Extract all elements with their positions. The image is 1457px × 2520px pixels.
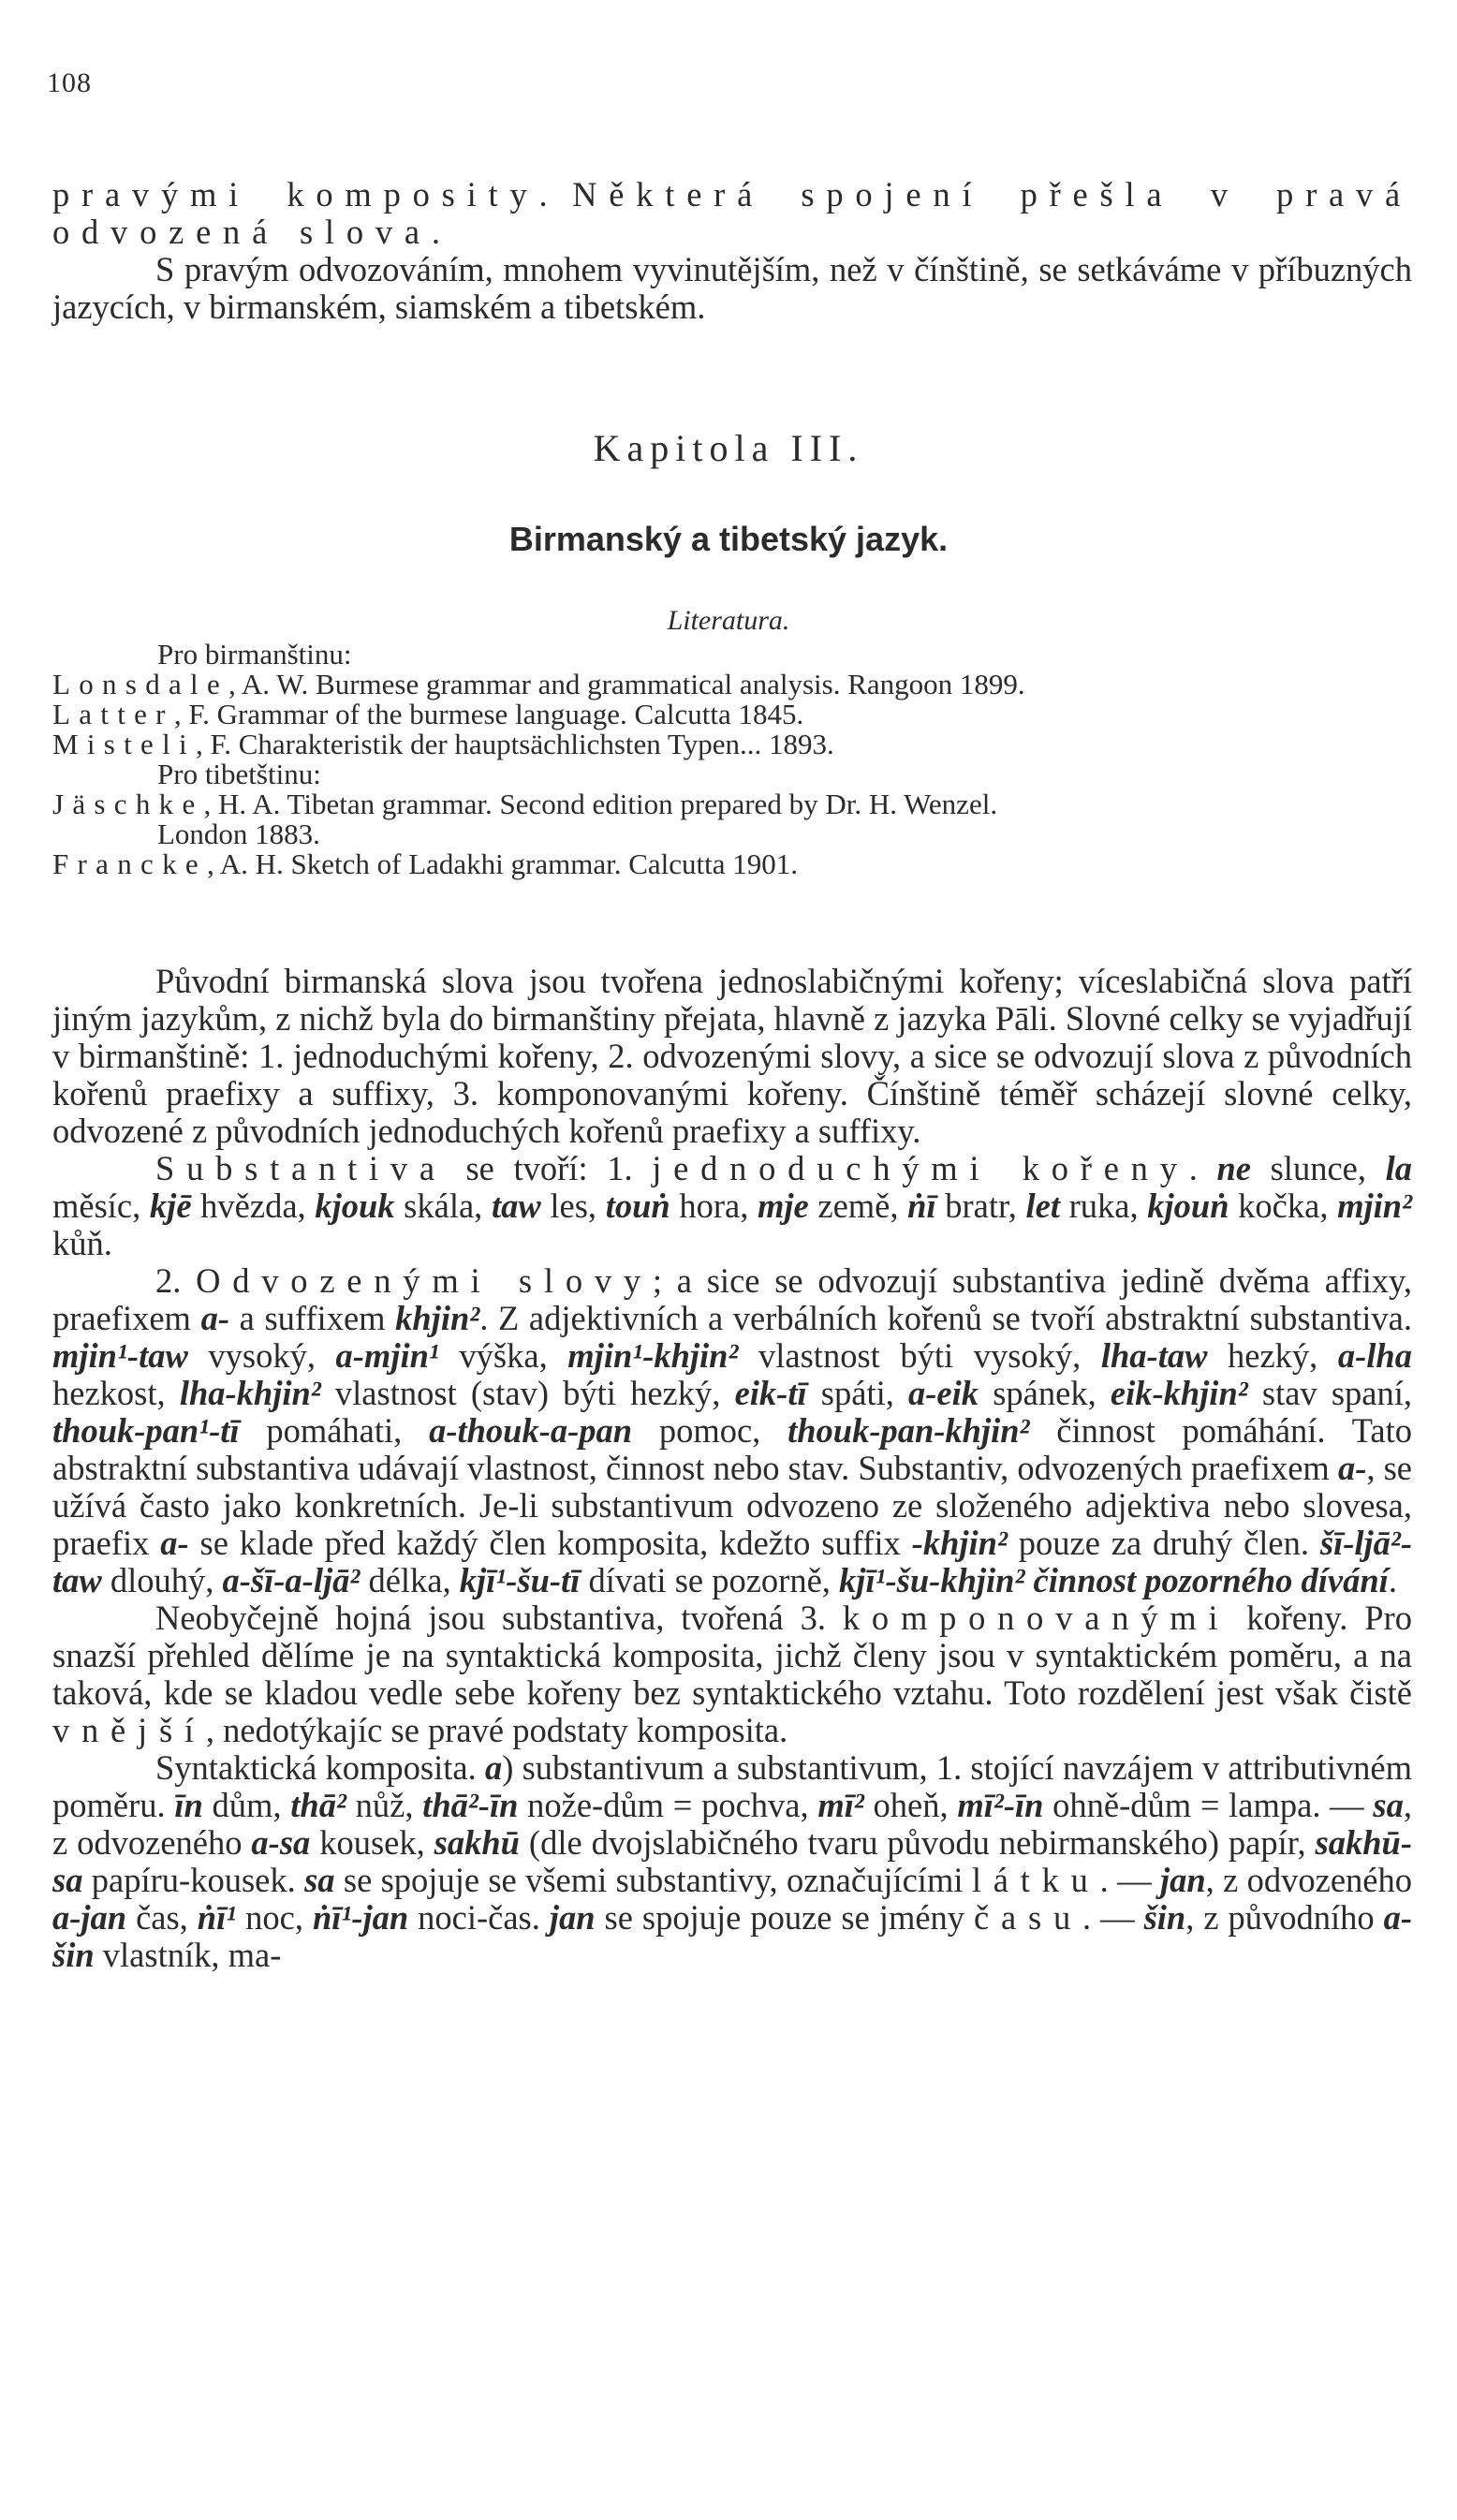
lit-entry [52, 789, 1412, 819]
term: lha-taw [1100, 1336, 1208, 1375]
spaced-text: vnější [52, 1711, 206, 1749]
term: let [1025, 1186, 1060, 1225]
text-run: . [1188, 1149, 1217, 1187]
gloss: ruka, [1059, 1186, 1148, 1225]
term: jan [549, 1898, 596, 1937]
gloss: se spojuje pouze se jmény [595, 1898, 975, 1937]
paragraph-4 [52, 1599, 1412, 1749]
term: jan [1159, 1861, 1206, 1899]
gloss: délka, [360, 1561, 460, 1599]
term: sakhū-sa [52, 1823, 1412, 1899]
gloss: skála, [394, 1186, 492, 1225]
term: mjin¹-taw [52, 1336, 188, 1375]
gloss: nože-dům = pochva, [518, 1786, 818, 1824]
lit-entry [52, 849, 1412, 879]
text-run: ; a sice se odvozují substantiva jedině dvěma affixy, praefixem [52, 1261, 1412, 1337]
text-run: a suffixem [228, 1299, 396, 1337]
lit-author: Latter [52, 698, 174, 730]
gloss: se spojuje se všemi substantivy, označujícími [334, 1861, 972, 1899]
gloss: stav spaní, [1247, 1374, 1413, 1412]
text-run: Neobyčejně hojná jsou substantiva, tvořená 3. [155, 1599, 843, 1637]
term: šī-ljā²-taw [52, 1524, 1413, 1599]
spaced-text: Substantiva [155, 1149, 447, 1187]
term: ṅī [907, 1186, 936, 1225]
spaced-text: pravými komposity [52, 175, 539, 214]
gloss: , z původního [1185, 1898, 1384, 1937]
text-run: kořeny. Pro snazší přehled dělíme je na syntaktická komposita, jichž členy jsou v syntaktickém poměru, a na taková, kde se kladou vedle sebe kořeny bez syntaktického vztahu. Toto rozdělení jest však čistě [52, 1599, 1412, 1712]
literature-heading: Literatura. [667, 605, 790, 636]
lit-author: Jäschke [52, 788, 204, 820]
gloss: hvězda, [191, 1186, 316, 1225]
lit-entry [52, 670, 1412, 700]
term: činnost pozorného dívání [1033, 1561, 1389, 1599]
term: a-jan [52, 1898, 127, 1937]
paragraph-1: Původní birmanská slova jsou tvořena jednoslabičnými kořeny; víceslabičná slova patří jiným jazykům, z nichž byla do birmanštiny přejata, hlavně z jazyka Pāli. Slovné celky se vyjadřují v birmanštině: 1. jednoduchými kořeny, 2. odvozenými slovy, a sice se odvozují slova z původních kořenů praefixy a suffixy, 3. komponovanými kořeny. Čínštině téměř scházejí slovné celky, odvozené z původních jednoduchých kořenů praefixy a suffixy. [52, 962, 1412, 1150]
spaced-text: jednoduchými kořeny [652, 1149, 1189, 1187]
term: a-lha [1337, 1336, 1412, 1375]
term: ṅī¹ [197, 1898, 237, 1937]
term: mī² [817, 1786, 864, 1824]
gloss: nůž, [346, 1786, 423, 1824]
gloss: bratr, [935, 1186, 1026, 1225]
gloss: vlastnost (stav) býti hezký, [320, 1374, 735, 1412]
lit-author: Misteli [52, 728, 196, 760]
term: ne [1216, 1149, 1251, 1187]
spaced-text: látku [971, 1861, 1100, 1899]
term: a-šin [52, 1898, 1413, 1974]
gloss: (dle dvojslabičného tvaru původu nebirmanského) papír, [519, 1823, 1316, 1862]
gloss: . — [1082, 1898, 1144, 1937]
text-run: 2. [155, 1261, 197, 1300]
term: sa [304, 1861, 335, 1899]
text-run: , nedotýkajíc se pravé podstaty komposita. [205, 1711, 788, 1749]
term: touṅ [605, 1186, 670, 1225]
term: mjin¹-khjin² [567, 1336, 739, 1375]
gloss: vlastnost býti vysoký, [738, 1336, 1101, 1375]
spaced-text: komponovanými [842, 1599, 1230, 1637]
gloss: spáti, [806, 1374, 909, 1412]
term: eik-tī [734, 1374, 807, 1412]
term: a- [1337, 1449, 1367, 1487]
gloss: činnost pomáhání. Tato abstraktní substantiva udávají vlastnost, činnost nebo stav. Substantiv, odvozených praefixem [52, 1411, 1412, 1487]
text-run: . Z adjektivních a verbálních kořenů se tvoří abstraktní substantiva. [479, 1299, 1412, 1337]
gloss: pomoc, [632, 1411, 788, 1450]
term: sakhū [434, 1823, 520, 1862]
gloss: se klade před každý člen komposita, kdežto suffix [188, 1524, 912, 1562]
gloss: vysoký, [187, 1336, 336, 1375]
term: ṅī¹-jan [312, 1898, 409, 1937]
term: sa [1373, 1786, 1404, 1824]
term: lha-khjin² [179, 1374, 321, 1412]
intro-text [52, 176, 1412, 326]
intro-line-2: S pravým odvozováním, mnohem vyvinutějším, než v čínštině, se setkáváme v příbuzných jazycích, v birmanském, siamském a tibetském. [52, 250, 1412, 326]
lit-entry-continuation: London 1883. [157, 818, 320, 850]
gloss: čas, [126, 1898, 198, 1937]
term: a-thouk-a-pan [429, 1411, 633, 1450]
lit-rest: , H. A. Tibetan grammar. Second edition prepared by Dr. H. Wenzel. [203, 788, 998, 820]
term: a-šī-a-ljā² [222, 1561, 361, 1599]
term: šin [1143, 1898, 1186, 1937]
term: a- [160, 1524, 189, 1562]
chapter-title: Birmanský a tibetský jazyk. [508, 520, 949, 558]
gloss: les, [540, 1186, 606, 1225]
gloss: oheň, [863, 1786, 958, 1824]
gloss: měsíc, [52, 1186, 150, 1225]
gloss: , z odvozeného [52, 1786, 1412, 1862]
text-run: . [431, 213, 440, 251]
gloss: dívati se pozorně, [580, 1561, 840, 1599]
term: īn [174, 1786, 203, 1824]
gloss: spánek, [979, 1374, 1111, 1412]
gloss: . [1388, 1561, 1397, 1599]
burmese-label: Pro birmanštinu: [157, 638, 352, 671]
term: kjouṅ [1147, 1186, 1229, 1225]
lit-rest: , F. Charakteristik der hauptsächlichsten Typen... 1893. [195, 728, 834, 760]
gloss: dlouhý, [101, 1561, 223, 1599]
text-run: . [538, 175, 573, 214]
lit-author: Lonsdale [52, 668, 229, 700]
term: khjin² [395, 1299, 480, 1337]
term: eik-khjin² [1110, 1374, 1248, 1412]
term: thā²-īn [422, 1786, 519, 1824]
gloss: papíru-kousek. [82, 1861, 305, 1899]
main-text [52, 963, 1412, 1974]
gloss: noci-čas. [408, 1898, 550, 1937]
term: thā² [290, 1786, 346, 1824]
term: thouk-pan¹-tī [52, 1411, 240, 1450]
text-run: ) substantivum a substantivum, 1. stojící navzájem v attributivném poměru. [52, 1748, 1413, 1824]
text-run: se tvoří: 1. [446, 1149, 653, 1187]
term: taw [491, 1186, 541, 1225]
gloss: , z odvozeného [1205, 1861, 1412, 1899]
term: a-sa [251, 1823, 311, 1862]
term: kjē [149, 1186, 192, 1225]
spaced-text: Odvozenými slovy [196, 1261, 653, 1300]
gloss: . — [1099, 1861, 1160, 1899]
gloss: hezkost, [52, 1374, 180, 1412]
lit-entry [52, 729, 1412, 759]
chapter-heading: Kapitola III. [593, 427, 864, 469]
gloss: kůň. [52, 1224, 112, 1262]
paragraph-5 [52, 1749, 1412, 1974]
term: mje [757, 1186, 809, 1225]
term: mjin² [1337, 1186, 1413, 1225]
term: kjouk [315, 1186, 395, 1225]
literature-list [52, 640, 1412, 879]
gloss: ohně-dům = lampa. — [1043, 1786, 1374, 1824]
term: a-mjin¹ [335, 1336, 439, 1375]
term: a [484, 1748, 503, 1787]
gloss: pouze za druhý člen. [1007, 1524, 1320, 1562]
term: kjī¹-šu-tī [459, 1561, 581, 1599]
gloss: výška, [438, 1336, 568, 1375]
term: a-eik [908, 1374, 979, 1412]
term: a- [200, 1299, 229, 1337]
page-number: 108 [47, 67, 92, 98]
gloss: země, [808, 1186, 908, 1225]
paragraph-3 [52, 1262, 1412, 1599]
tibetan-label: Pro tibetštinu: [157, 758, 321, 790]
term: -khjin² [911, 1524, 1008, 1562]
text-run: Syntaktická komposita. [155, 1748, 485, 1787]
gloss: pomáhati, [239, 1411, 430, 1450]
lit-rest: , A. W. Burmese grammar and grammatical analysis. Rangoon 1899. [228, 668, 1025, 700]
gloss: hora, [670, 1186, 758, 1225]
gloss: , se užívá často jako konkretních. Je-li substantivum odvozeno ze složeného adjektiva nebo slovesa, praefix [52, 1449, 1413, 1562]
term: mī²-īn [957, 1786, 1044, 1824]
lit-author: Francke [52, 847, 207, 880]
term: kjī¹-šu-khjin² [839, 1561, 1025, 1599]
gloss: kousek, [310, 1823, 434, 1862]
paragraph-2 [52, 1150, 1412, 1262]
term: la [1385, 1149, 1413, 1187]
gloss: hezký, [1207, 1336, 1338, 1375]
gloss: vlastník, ma- [94, 1936, 282, 1974]
spaced-text: času [974, 1898, 1082, 1937]
gloss: slunce, [1250, 1149, 1386, 1187]
intro-line-1 [52, 176, 1412, 251]
gloss [1024, 1561, 1033, 1599]
lit-rest: , F. Grammar of the burmese language. Calcutta 1845. [173, 698, 804, 730]
gloss: noc, [236, 1898, 313, 1937]
lit-entry [52, 700, 1412, 729]
gloss: dům, [202, 1786, 291, 1824]
lit-rest: , A. H. Sketch of Ladakhi grammar. Calcutta 1901. [206, 847, 799, 880]
term: thouk-pan-khjin² [787, 1411, 1030, 1450]
gloss: kočka, [1229, 1186, 1338, 1225]
spaced-text: Některá spojení přešla v pravá odvozená slova [52, 175, 1412, 251]
